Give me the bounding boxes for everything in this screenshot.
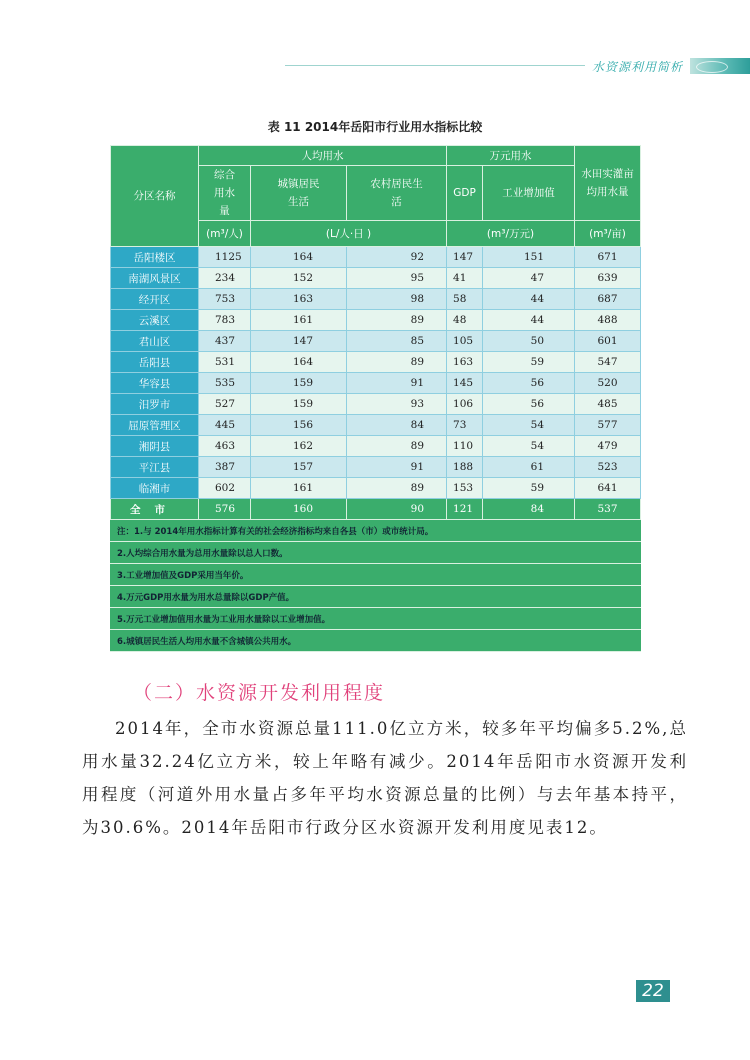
value-cell: 485 (575, 394, 641, 415)
value-cell: 85 (347, 331, 447, 352)
value-cell: 50 (483, 331, 575, 352)
value-cell: 531 (199, 352, 251, 373)
header-gdp: GDP (447, 166, 483, 221)
value-cell: 639 (575, 268, 641, 289)
value-cell: 41 (447, 268, 483, 289)
value-cell: 48 (447, 310, 483, 331)
value-cell: 98 (347, 289, 447, 310)
value-cell: 89 (347, 436, 447, 457)
total-value-cell: 576 (199, 499, 251, 520)
table-row (111, 268, 641, 289)
value-cell: 95 (347, 268, 447, 289)
value-cell: 463 (199, 436, 251, 457)
value-cell: 59 (483, 352, 575, 373)
table-row (111, 394, 641, 415)
value-cell: 602 (199, 478, 251, 499)
table-row (111, 352, 641, 373)
zone-name: 云溪区 (111, 310, 199, 331)
table-row (111, 331, 641, 352)
total-value-cell: 84 (483, 499, 575, 520)
total-value-cell: 537 (575, 499, 641, 520)
table-row (111, 436, 641, 457)
value-cell: 84 (347, 415, 447, 436)
value-cell: 92 (347, 247, 447, 268)
value-cell: 437 (199, 331, 251, 352)
table-row (111, 289, 641, 310)
unit-10k: (m³/万元) (447, 221, 575, 247)
value-cell: 106 (447, 394, 483, 415)
value-cell: 54 (483, 415, 575, 436)
note-row (111, 520, 641, 542)
value-cell: 91 (347, 373, 447, 394)
header-section-title: 水资源利用简析 (592, 60, 684, 74)
table-note: 2.人均综合用水量为总用水量除以总人口数。 (111, 542, 641, 564)
zone-name: 屈原管理区 (111, 415, 199, 436)
zone-name: 岳阳县 (111, 352, 199, 373)
value-cell: 387 (199, 457, 251, 478)
value-cell: 156 (251, 415, 347, 436)
note-row (111, 542, 641, 564)
zone-name: 经开区 (111, 289, 199, 310)
table-caption: 表 11 2014年岳阳市行业用水指标比较 (267, 120, 483, 134)
value-cell: 161 (251, 478, 347, 499)
unit-composite: (m³/人) (199, 221, 251, 247)
zone-name: 汨罗市 (111, 394, 199, 415)
zone-name: 湘阴县 (111, 436, 199, 457)
header-industry: 工业增加值 (483, 166, 575, 221)
value-cell: 753 (199, 289, 251, 310)
water-use-indicator-table (110, 145, 641, 652)
note-row (111, 608, 641, 630)
value-cell: 527 (199, 394, 251, 415)
value-cell: 188 (447, 457, 483, 478)
zone-name: 南湖风景区 (111, 268, 199, 289)
zone-name: 君山区 (111, 331, 199, 352)
value-cell: 1125 (199, 247, 251, 268)
value-cell: 523 (575, 457, 641, 478)
value-cell: 73 (447, 415, 483, 436)
header-rule (285, 65, 585, 66)
value-cell: 163 (447, 352, 483, 373)
header-zone: 分区名称 (111, 146, 199, 247)
value-cell: 89 (347, 478, 447, 499)
value-cell: 145 (447, 373, 483, 394)
value-cell: 44 (483, 310, 575, 331)
unit-paddy: (m³/亩) (575, 221, 641, 247)
total-value-cell: 121 (447, 499, 483, 520)
value-cell: 61 (483, 457, 575, 478)
value-cell: 445 (199, 415, 251, 436)
value-cell: 93 (347, 394, 447, 415)
table-note: 3.工业增加值及GDP采用当年价。 (111, 564, 641, 586)
note-row (111, 586, 641, 608)
total-row (111, 499, 641, 520)
value-cell: 54 (483, 436, 575, 457)
value-cell: 56 (483, 394, 575, 415)
table-row (111, 415, 641, 436)
value-cell: 58 (447, 289, 483, 310)
value-cell: 91 (347, 457, 447, 478)
zone-name: 临湘市 (111, 478, 199, 499)
value-cell: 47 (483, 268, 575, 289)
header-decoration (690, 58, 750, 74)
value-cell: 234 (199, 268, 251, 289)
value-cell: 159 (251, 373, 347, 394)
note-row (111, 630, 641, 652)
table-row (111, 457, 641, 478)
value-cell: 601 (575, 331, 641, 352)
value-cell: 547 (575, 352, 641, 373)
value-cell: 56 (483, 373, 575, 394)
zone-name: 岳阳楼区 (111, 247, 199, 268)
table-note: 6.城镇居民生活人均用水量不含城镇公共用水。 (111, 630, 641, 652)
value-cell: 89 (347, 352, 447, 373)
header-paddy: 水田实灌亩均用水量 (575, 146, 641, 221)
value-cell: 147 (447, 247, 483, 268)
value-cell: 520 (575, 373, 641, 394)
table-row (111, 310, 641, 331)
zone-name: 华容县 (111, 373, 199, 394)
value-cell: 671 (575, 247, 641, 268)
value-cell: 164 (251, 352, 347, 373)
section-heading: （二）水资源开发利用程度 (133, 682, 386, 704)
value-cell: 89 (347, 310, 447, 331)
table-row (111, 373, 641, 394)
note-row (111, 564, 641, 586)
value-cell: 151 (483, 247, 575, 268)
total-value-cell: 90 (347, 499, 447, 520)
value-cell: 577 (575, 415, 641, 436)
value-cell: 783 (199, 310, 251, 331)
value-cell: 164 (251, 247, 347, 268)
value-cell: 152 (251, 268, 347, 289)
zone-name: 平江县 (111, 457, 199, 478)
value-cell: 110 (447, 436, 483, 457)
unit-life: (L/人·日 ) (251, 221, 447, 247)
value-cell: 641 (575, 478, 641, 499)
value-cell: 153 (447, 478, 483, 499)
value-cell: 147 (251, 331, 347, 352)
value-cell: 105 (447, 331, 483, 352)
value-cell: 59 (483, 478, 575, 499)
value-cell: 535 (199, 373, 251, 394)
table-row (111, 478, 641, 499)
value-cell: 163 (251, 289, 347, 310)
header-rural: 农村居民生活 (347, 166, 447, 221)
total-label: 全市 (111, 499, 199, 520)
table-row (111, 247, 641, 268)
table-note: 4.万元GDP用水量为用水总量除以GDP产值。 (111, 586, 641, 608)
header-per-10k: 万元用水 (447, 146, 575, 166)
header-per-capita: 人均用水 (199, 146, 447, 166)
value-cell: 44 (483, 289, 575, 310)
table-note: 注：1.与 2014年用水指标计算有关的社会经济指标均来自各县（市）或市统计局。 (111, 520, 641, 542)
value-cell: 162 (251, 436, 347, 457)
value-cell: 479 (575, 436, 641, 457)
total-value-cell: 160 (251, 499, 347, 520)
value-cell: 157 (251, 457, 347, 478)
value-cell: 161 (251, 310, 347, 331)
section-paragraph: 2014年，全市水资源总量111.0亿立方米，较多年平均偏多5.2%,总用水量32.24亿立方米，较上年略有减少。2014年岳阳市水资源开发利用程度（河道外用水量占多年平均水资源总量的比例）与去年基本持平，为30.6%。2014年岳阳市行政分区水资源开发利用度见表12。 (82, 719, 688, 837)
value-cell: 159 (251, 394, 347, 415)
value-cell: 488 (575, 310, 641, 331)
header-urban: 城镇居民生活 (251, 166, 347, 221)
page-number: 22 (636, 980, 670, 1002)
table-note: 5.万元工业增加值用水量为工业用水量除以工业增加值。 (111, 608, 641, 630)
header-composite: 综合用水量 (199, 166, 251, 221)
value-cell: 687 (575, 289, 641, 310)
